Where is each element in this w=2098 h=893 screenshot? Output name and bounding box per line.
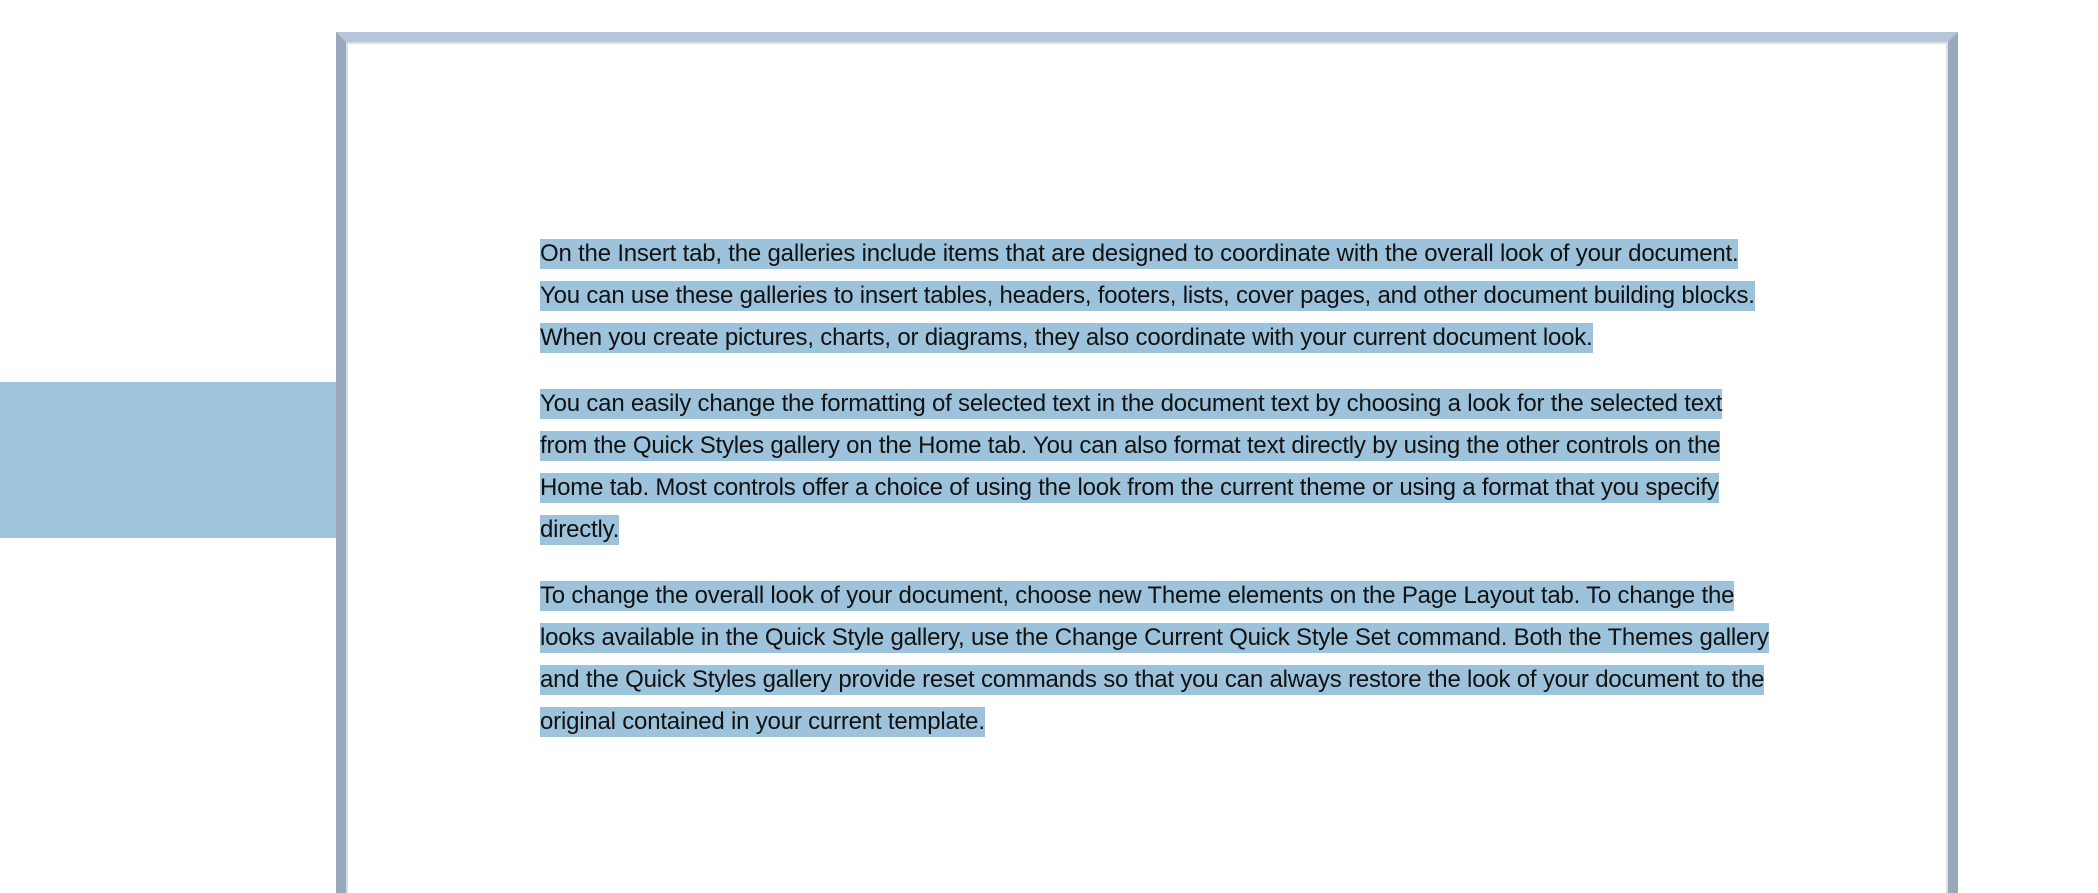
paragraph-2[interactable] bbox=[540, 383, 1770, 551]
paragraph-3[interactable] bbox=[540, 575, 1770, 743]
document-body[interactable] bbox=[540, 233, 1770, 767]
paragraph-1-text: On the Insert tab, the galleries include items that are designed to coordinate with the overall look of your document. You can use these galleries to insert tables, headers, footers, lists, cover pages, and other document building blocks. When you create pictures, charts, or diagrams, they also coordinate with your current document look. bbox=[540, 240, 1755, 351]
paragraph-3-text: To change the overall look of your document, choose new Theme elements on the Page Layout tab. To change the looks available in the Quick Style gallery, use the Change Current Quick Style Set command. Both the Themes gallery and the Quick Styles gallery provide reset commands so that you can always restore the look of your document to the original contained in your current template. bbox=[540, 582, 1769, 735]
paragraph-1[interactable] bbox=[540, 233, 1770, 359]
paragraph-2-text: You can easily change the formatting of selected text in the document text by choosing a look for the selected text from the Quick Styles gallery on the Home tab. You can also format text directly by using the other controls on the Home tab. Most controls offer a choice of using the look from the current theme or using a format that you specify directly. bbox=[540, 390, 1723, 543]
